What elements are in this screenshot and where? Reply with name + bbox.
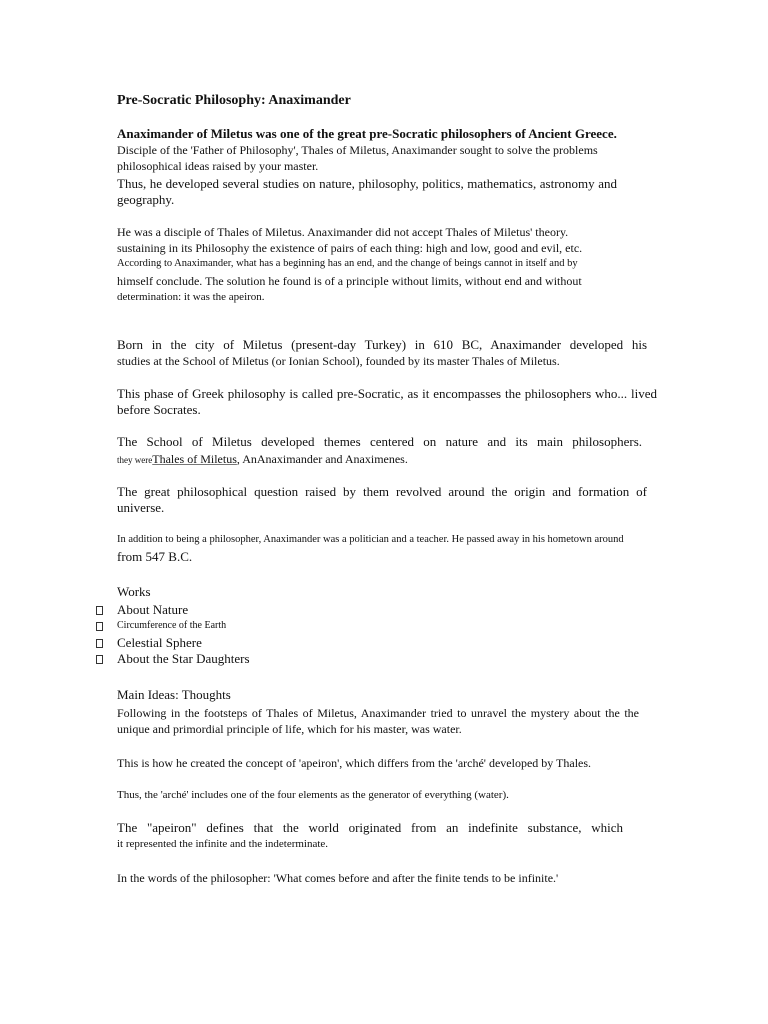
question-paragraph: The great philosophical question raised by them revolved around the origin and formation of universe.	[117, 484, 647, 515]
intro-line-2: Disciple of the 'Father of Philosophy', Thales of Miletus, Anaximander sought to solve the problems	[117, 143, 598, 157]
quote-paragraph: In the words of the philosopher: 'What comes before and after the finite tends to be infinite.'	[117, 871, 559, 885]
works-item-3	[96, 635, 202, 651]
addition-line-1: In addition to being a philosopher, Anaximander was a politician and a teacher. He passed away in his hometown around	[117, 534, 624, 545]
works-item-2	[96, 618, 226, 634]
concept-paragraph: This is how he created the concept of 'apeiron', which differs from the 'arché' developed by Thales.	[117, 756, 592, 770]
thales-link[interactable]: Thales of Miletus	[152, 452, 237, 466]
disciple-line-4: himself conclude. The solution he found is of a principle without limits, without end and without	[117, 274, 582, 288]
works-item-label: About the Star Daughters	[117, 651, 250, 666]
school-line-2	[117, 451, 408, 468]
school-prefix: they were	[117, 455, 153, 465]
school-rest: , AnAnaximander and Anaximenes.	[236, 452, 408, 466]
born-line-2: studies at the School of Miletus (or Ionian School), founded by its master Thales of Miletus.	[117, 354, 560, 368]
studies-paragraph: Thus, he developed several studies on nature, philosophy, politics, mathematics, astronomy and geography.	[117, 176, 617, 207]
disciple-line-3: According to Anaximander, what has a beginning has an end, and the change of beings cannot in itself and by	[117, 258, 578, 269]
bullet-box-icon	[96, 639, 103, 648]
apeiron-line-1: The "apeiron" defines that the world originated from an indefinite substance, which	[117, 820, 623, 835]
works-item-label: Circumference of the Earth	[117, 620, 227, 631]
bullet-box-icon	[96, 655, 103, 664]
document-title: Pre-Socratic Philosophy: Anaximander	[117, 93, 351, 108]
born-line-1: Born in the city of Miletus (present-day Turkey) in 610 BC, Anaximander developed his	[117, 337, 647, 352]
disciple-line-5: determination: it was the apeiron.	[117, 291, 265, 303]
apeiron-line-2: it represented the infinite and the indeterminate.	[117, 838, 329, 850]
addition-line-2: from 547 B.C.	[117, 549, 193, 564]
bullet-box-icon	[96, 606, 103, 615]
works-item-1	[96, 602, 188, 618]
works-item-label: Celestial Sphere	[117, 635, 202, 650]
phase-paragraph: This phase of Greek philosophy is called pre-Socratic, as it encompasses the philosophers who... lived before Socrates.	[117, 386, 657, 417]
works-heading: Works	[117, 584, 151, 599]
disciple-line-2: sustaining in its Philosophy the existence of pairs of each thing: high and low, good and evil, etc.	[117, 241, 583, 255]
works-item-label: About Nature	[117, 602, 189, 617]
disciple-line-1: He was a disciple of Thales of Miletus. Anaximander did not accept Thales of Miletus' theory.	[117, 225, 569, 239]
works-item-4	[96, 651, 250, 667]
school-line-1: The School of Miletus developed themes centered on nature and its main philosophers.	[117, 434, 642, 449]
arche-paragraph: Thus, the 'arché' includes one of the four elements as the generator of everything (water).	[117, 789, 509, 801]
bullet-box-icon	[96, 622, 103, 631]
intro-bold-sentence: Anaximander of Miletus was one of the great pre-Socratic philosophers of Ancient Greece.	[117, 126, 617, 141]
main-ideas-heading: Main Ideas: Thoughts	[117, 687, 231, 702]
intro-line-3: philosophical ideas raised by your master.	[117, 159, 319, 173]
footsteps-paragraph: Following in the footsteps of Thales of Miletus, Anaximander tried to unravel the mystery about the the unique and primordial principle of life, which for his master, was water.	[117, 706, 639, 736]
